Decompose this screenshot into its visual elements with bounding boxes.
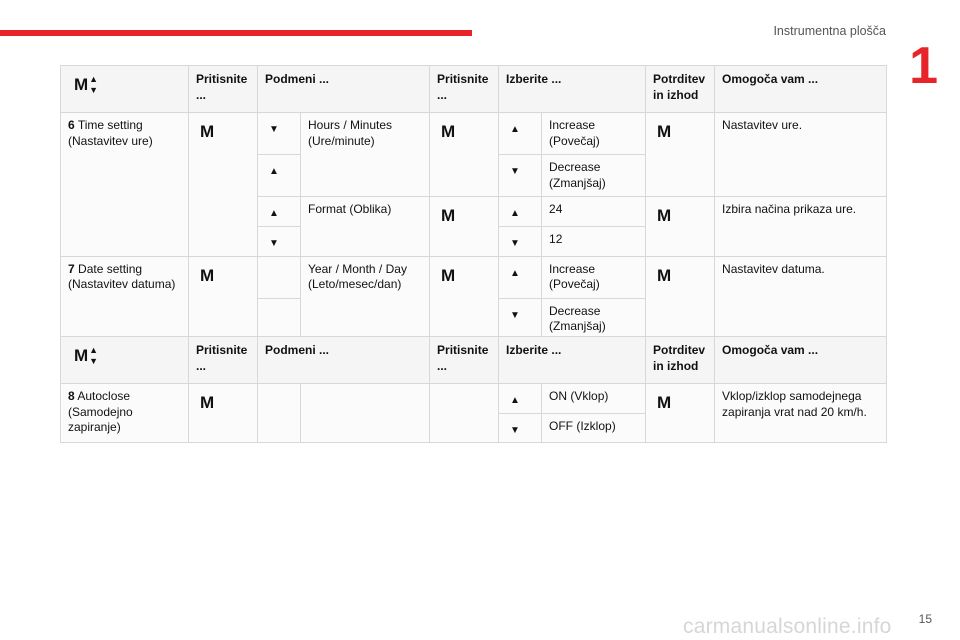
m-button-icon: M [430,256,499,340]
settings-table-autoclose [60,336,887,443]
settings-table-time-date [60,65,887,341]
m-up-down-icon: M ▲ ▼ [74,74,99,96]
up-arrow-icon: ▲ [499,197,542,227]
m-up-down-icon: M ▲ ▼ [74,345,99,367]
select-on: ON (Vklop) [542,384,646,414]
result-time-setting: Nastavitev ure. [715,113,887,197]
result-date-setting: Nastavitev datuma. [715,256,887,340]
m-button-icon: M [646,384,715,443]
header-confirm: Potrditev in izhod [646,66,715,113]
header-press: Pritisnite ... [189,66,258,113]
down-arrow-icon: ▼ [258,113,301,155]
down-arrow-icon: ▼ [499,155,542,197]
result-autoclose: Vklop/izklop samodejnega zapiranja vrat nad 20 km/h. [715,384,887,443]
m-button-icon: M [646,256,715,340]
row-autoclose-label: 8 Autoclose (Samodejno zapiranje) [61,384,189,443]
header-press-2: Pritisnite ... [430,66,499,113]
header-icon-cell [61,66,189,113]
select-format-12: 12 [542,226,646,256]
row-date-setting-label: 7 Date setting (Nastavitev datuma) [61,256,189,340]
m-button-icon: M [430,197,499,256]
down-arrow-icon: ▼ [499,298,542,340]
empty-cell [258,256,301,298]
header-accent-bar [0,30,472,36]
select-off: OFF (Izklop) [542,413,646,443]
page-number: 15 [918,612,932,626]
section-title: Instrumentna plošča [773,24,886,38]
m-button-icon: M [430,113,499,197]
row-time-setting-label: 6 Time setting (Nastavitev ure) [61,113,189,257]
submenu-year-month-day: Year / Month / Day (Leto/mesec/dan) [301,256,430,340]
up-arrow-icon: ▲ [258,197,301,227]
select-decrease: Decrease (Zmanjšaj) [542,155,646,197]
m-button-icon: M [646,113,715,197]
down-arrow-icon: ▼ [258,226,301,256]
select-decrease: Decrease (Zmanjšaj) [542,298,646,340]
header-press-2: Pritisnite ... [430,337,499,384]
m-button-icon: M [189,384,258,443]
empty-cell [301,384,430,443]
header-allows: Omogoča vam ... [715,66,887,113]
up-arrow-icon: ▲ [499,256,542,298]
empty-cell [258,384,301,443]
watermark: carmanualsonline.info [683,615,892,638]
empty-cell [430,384,499,443]
header-confirm: Potrditev in izhod [646,337,715,384]
submenu-format: Format (Oblika) [301,197,430,256]
result-format: Izbira načina prikaza ure. [715,197,887,256]
up-arrow-icon: ▲ [499,113,542,155]
up-arrow-icon: ▲ [499,384,542,414]
header-allows: Omogoča vam ... [715,337,887,384]
header-press: Pritisnite ... [189,337,258,384]
m-button-icon: M [189,113,258,257]
header-submenu: Podmeni ... [258,66,430,113]
submenu-hours-minutes: Hours / Minutes (Ure/minute) [301,113,430,197]
header-icon-cell [61,337,189,384]
select-increase: Increase (Povečaj) [542,113,646,155]
header-submenu: Podmeni ... [258,337,430,384]
m-button-icon: M [189,256,258,340]
header-select: Izberite ... [499,66,646,113]
up-arrow-icon: ▲ [258,155,301,197]
down-arrow-icon: ▼ [499,413,542,443]
down-arrow-icon: ▼ [499,226,542,256]
empty-cell [258,298,301,340]
m-button-icon: M [646,197,715,256]
select-format-24: 24 [542,197,646,227]
select-increase: Increase (Povečaj) [542,256,646,298]
header-select: Izberite ... [499,337,646,384]
chapter-number: 1 [909,37,938,95]
